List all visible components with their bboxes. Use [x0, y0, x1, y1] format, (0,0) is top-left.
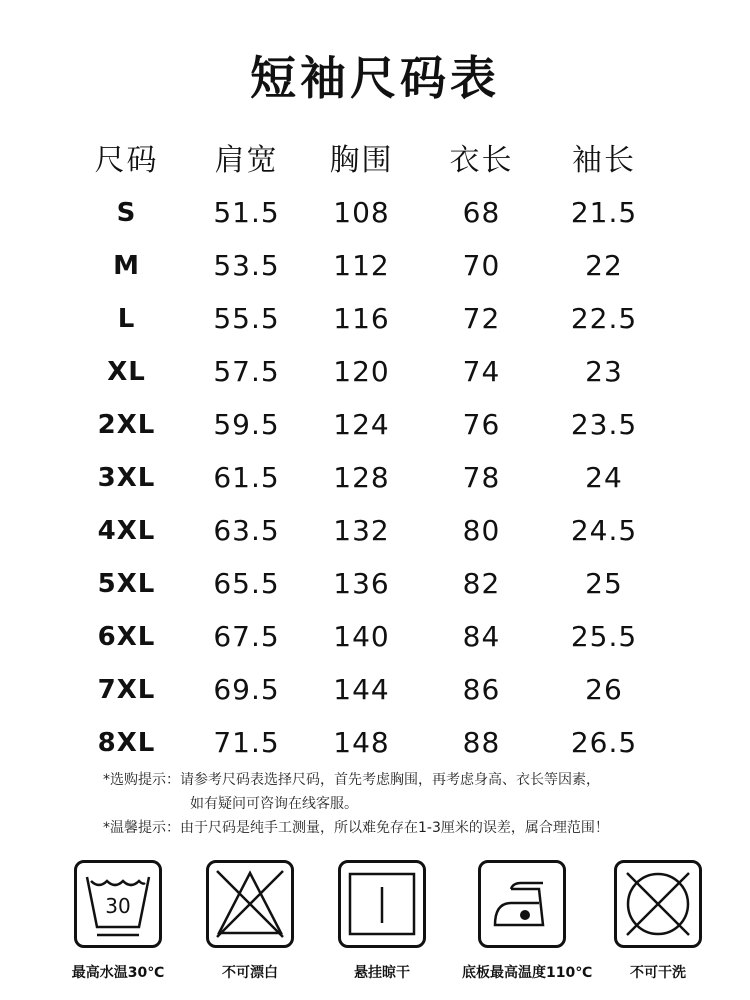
cell-length: 84	[462, 620, 501, 653]
care-item-iron	[462, 860, 593, 982]
page-title: 短袖尺码表	[250, 51, 500, 105]
care-label-iron: 底板最高温度110℃	[462, 965, 593, 981]
cell-size: 4XL	[97, 515, 156, 546]
care-item-wash	[58, 860, 178, 982]
cell-size: 2XL	[97, 409, 156, 440]
table-row	[64, 398, 664, 451]
cell-length: 72	[462, 302, 501, 335]
cell-length: 86	[462, 673, 501, 706]
cell-shoulder: 69.5	[213, 673, 280, 706]
table-row	[64, 451, 664, 504]
header-chest: 胸围	[329, 143, 394, 178]
cell-length: 78	[462, 461, 501, 494]
cell-sleeve: 26.5	[570, 726, 638, 759]
cell-size: 3XL	[97, 462, 156, 493]
table-row	[64, 239, 664, 292]
wash-temp-text: 30	[105, 894, 131, 918]
cell-shoulder: 71.5	[213, 726, 280, 759]
cell-sleeve: 22.5	[570, 302, 638, 335]
cell-shoulder: 67.5	[213, 620, 280, 653]
cell-chest: 128	[333, 461, 390, 494]
header-length: 衣长	[449, 143, 514, 178]
wash-30-icon	[74, 860, 162, 948]
table-row	[64, 610, 664, 663]
cell-chest: 140	[333, 620, 390, 653]
header-sleeve: 袖长	[572, 143, 636, 178]
cell-size: 5XL	[97, 568, 156, 599]
cell-sleeve: 24	[585, 461, 623, 494]
cell-size: XL	[107, 356, 146, 387]
cell-shoulder: 65.5	[213, 567, 280, 600]
cell-shoulder: 63.5	[213, 514, 280, 547]
cell-sleeve: 24.5	[570, 514, 638, 547]
table-row	[64, 186, 664, 239]
cell-shoulder: 61.5	[213, 461, 280, 494]
header-shoulder: 肩宽	[214, 143, 279, 178]
cell-chest: 120	[333, 355, 390, 388]
cell-chest: 124	[333, 408, 390, 441]
table-row	[64, 504, 664, 557]
cell-length: 76	[462, 408, 501, 441]
purchase-tip: *选购提示：请参考尺码表选择尺码，首先考虑胸围，再考虑身高、衣长等因素，	[103, 772, 600, 788]
cell-chest: 148	[333, 726, 390, 759]
cell-length: 88	[462, 726, 501, 759]
size-table-body	[64, 186, 664, 769]
no-bleach-icon	[206, 860, 294, 948]
table-row	[64, 663, 664, 716]
cell-chest: 116	[333, 302, 390, 335]
cell-size: 6XL	[97, 621, 156, 652]
care-label-wash: 最高水温30℃	[71, 965, 165, 981]
cell-size: 7XL	[97, 674, 156, 705]
cell-chest: 108	[333, 196, 390, 229]
cell-size: S	[116, 197, 137, 228]
cell-length: 68	[462, 196, 501, 229]
cell-sleeve: 21.5	[570, 196, 638, 229]
no-dry-clean-icon	[614, 860, 702, 948]
table-row	[64, 345, 664, 398]
cell-length: 74	[462, 355, 501, 388]
cell-shoulder: 59.5	[213, 408, 280, 441]
cell-chest: 136	[333, 567, 390, 600]
cell-sleeve: 25.5	[570, 620, 638, 653]
cell-size: M	[113, 250, 140, 281]
cell-length: 82	[462, 567, 501, 600]
cell-shoulder: 53.5	[213, 249, 280, 282]
table-header-row	[64, 128, 664, 186]
header-size: 尺码	[94, 143, 159, 178]
care-item-dryclean	[598, 860, 718, 982]
cell-sleeve: 25	[585, 567, 623, 600]
care-item-dry	[322, 860, 442, 982]
cell-shoulder: 55.5	[213, 302, 280, 335]
cell-size: L	[117, 303, 136, 334]
cell-sleeve: 23	[585, 355, 623, 388]
notes	[103, 768, 723, 840]
table-row	[64, 557, 664, 610]
cell-length: 70	[462, 249, 501, 282]
cell-shoulder: 51.5	[213, 196, 280, 229]
cell-chest: 132	[333, 514, 390, 547]
care-item-bleach	[190, 860, 310, 982]
purchase-tip-continued: 如有疑问可咨询在线客服。	[190, 796, 358, 812]
care-label-bleach: 不可漂白	[222, 965, 278, 981]
cell-sleeve: 26	[585, 673, 623, 706]
cell-sleeve: 22	[585, 249, 623, 282]
line-dry-icon	[338, 860, 426, 948]
cell-size: 8XL	[97, 727, 156, 758]
cell-chest: 144	[333, 673, 390, 706]
cell-chest: 112	[333, 249, 390, 282]
iron-medium-icon	[478, 860, 566, 948]
care-icons	[58, 860, 718, 990]
cell-sleeve: 23.5	[570, 408, 638, 441]
care-label-dry: 悬挂晾干	[354, 965, 410, 981]
care-label-dryclean: 不可干洗	[630, 965, 686, 981]
cell-shoulder: 57.5	[213, 355, 280, 388]
cell-length: 80	[462, 514, 501, 547]
size-table	[64, 128, 664, 769]
measurement-tip: *温馨提示：由于尺码是纯手工测量，所以难免存在1-3厘米的误差，属合理范围！	[103, 820, 609, 836]
table-row	[64, 292, 664, 345]
table-row	[64, 716, 664, 769]
